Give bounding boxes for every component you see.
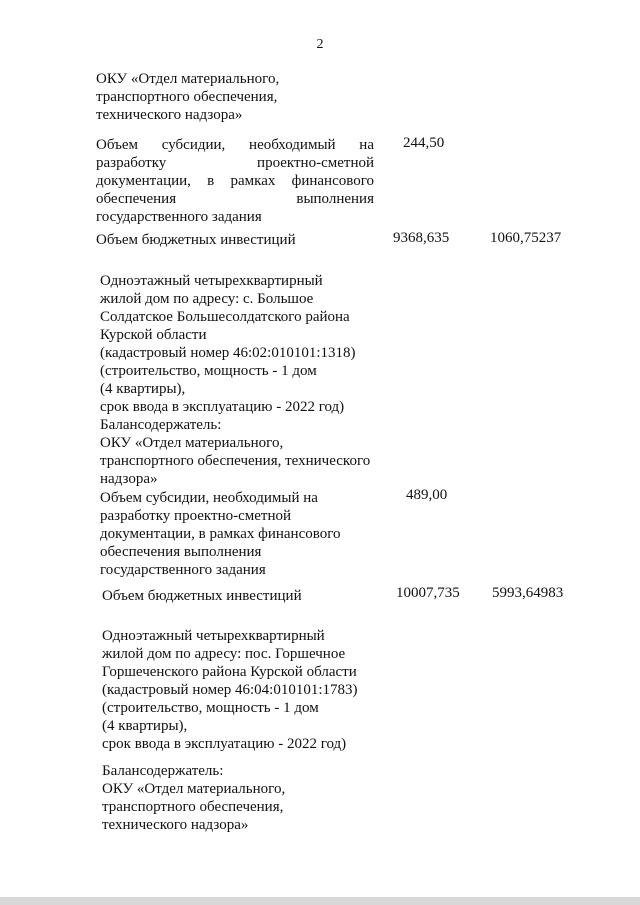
balance-holder-3 <box>102 762 387 834</box>
subsidy-value-1: 244,50 <box>403 135 445 151</box>
text-line: Курской области <box>100 327 207 343</box>
investment-value-2a: 10007,735 <box>396 585 460 601</box>
text-line: технического надзора» <box>102 817 249 833</box>
text-line: обеспечения выполнения <box>96 191 374 207</box>
text-line: государственного задания <box>96 209 262 225</box>
text-line: транспортного обеспечения, <box>96 89 278 105</box>
text-line: разработку проектно-сметной <box>100 508 292 524</box>
page-bottom-edge <box>0 897 640 905</box>
subsidy-description-1 <box>96 136 374 226</box>
text-line: Горшеченского района Курской области <box>102 664 357 680</box>
text-line: Объем субсидии, необходимый на <box>100 490 318 506</box>
text-line: ОКУ «Отдел материального, <box>102 781 286 797</box>
text-line: Одноэтажный четырехквартирный <box>100 273 323 289</box>
text-line: Объем субсидии, необходимый на <box>96 137 374 153</box>
text-line: технического надзора» <box>96 107 243 123</box>
text-line: разработку проектно-сметной <box>96 155 374 171</box>
text-line: (4 квартиры), <box>102 718 188 734</box>
text-line: (кадастровый номер 46:04:010101:1783) <box>102 682 358 698</box>
investment-value-2b: 5993,64983 <box>492 585 564 601</box>
text-line: государственного задания <box>100 562 266 578</box>
text-line: (4 квартиры), <box>100 381 186 397</box>
text-line: ОКУ «Отдел материального, <box>100 435 284 451</box>
text-line: обеспечения выполнения <box>100 544 262 560</box>
page-number: 2 <box>316 37 324 52</box>
text-line: (строительство, мощность - 1 дом <box>100 363 317 379</box>
text-line: Балансодержатель: <box>100 417 222 433</box>
subsidy-description-2 <box>100 489 385 579</box>
text-line: транспортного обеспечения, технического <box>100 453 371 469</box>
text-line: срок ввода в эксплуатацию - 2022 год) <box>100 399 345 415</box>
text-line: жилой дом по адресу: с. Большое <box>100 291 314 307</box>
investment-value-1b: 1060,75237 <box>490 230 562 246</box>
balance-holder-1 <box>96 70 381 124</box>
text-line: Солдатское Большесолдатского района <box>100 309 350 325</box>
object-description-3 <box>102 627 387 753</box>
text-line: Балансодержатель: <box>102 763 224 779</box>
text-line: (кадастровый номер 46:02:010101:1318) <box>100 345 356 361</box>
text-line: Одноэтажный четырехквартирный <box>102 628 325 644</box>
object-description-2 <box>100 272 385 488</box>
text-line: надзора» <box>100 471 158 487</box>
text-line: (строительство, мощность - 1 дом <box>102 700 319 716</box>
text-line: ОКУ «Отдел материального, <box>96 71 280 87</box>
investment-value-1a: 9368,635 <box>393 230 450 246</box>
investment-label-2: Объем бюджетных инвестиций <box>102 588 302 604</box>
text-line: документации, в рамках финансового <box>100 526 341 542</box>
text-line: жилой дом по адресу: пос. Горшечное <box>102 646 346 662</box>
text-line: документации, в рамках финансового <box>96 173 374 189</box>
text-line: транспортного обеспечения, <box>102 799 284 815</box>
text-line: срок ввода в эксплуатацию - 2022 год) <box>102 736 347 752</box>
subsidy-value-2: 489,00 <box>406 487 448 503</box>
investment-label-1: Объем бюджетных инвестиций <box>96 232 296 248</box>
